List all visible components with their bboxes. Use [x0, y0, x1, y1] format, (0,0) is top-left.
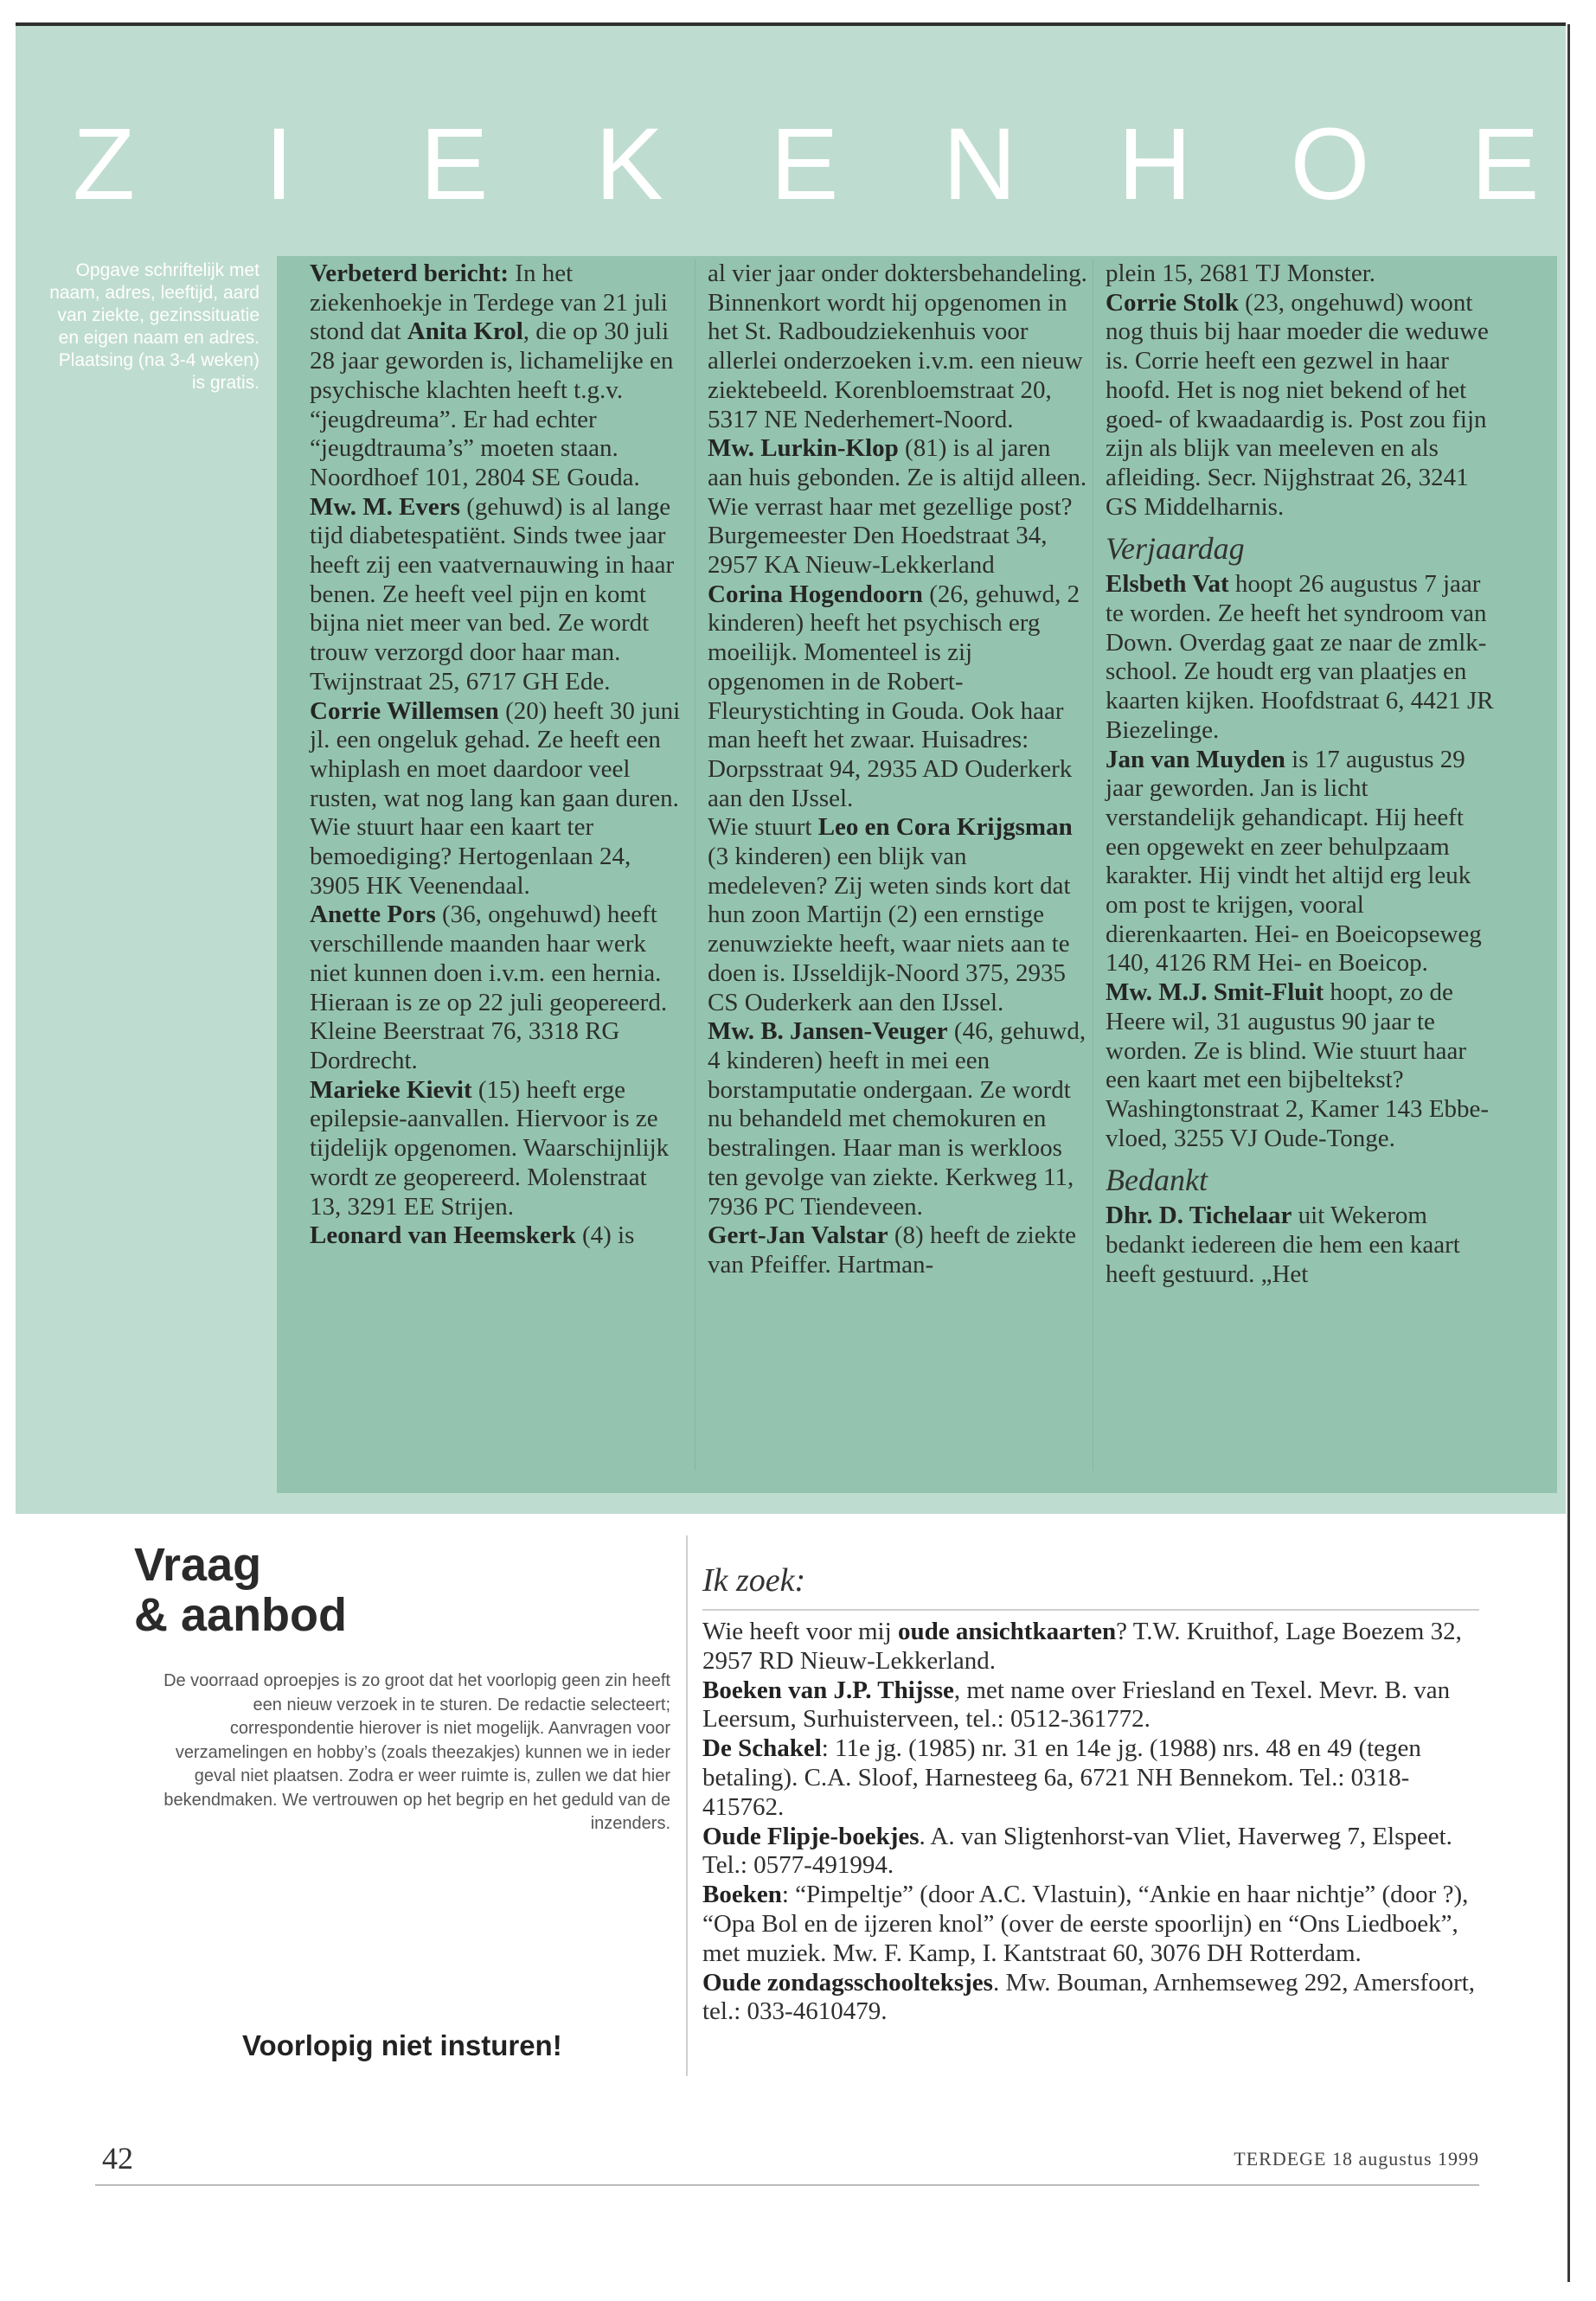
heading-verjaardag: Verjaardag [1106, 531, 1245, 567]
title-letter: E [770, 107, 839, 221]
announcement-name: Anita Krol [407, 317, 523, 346]
announcement-name: Corina Hogendoorn [708, 580, 923, 608]
title-letter: N [942, 107, 1017, 221]
ikzoek-subject: oude ansichtkaarten [897, 1618, 1117, 1645]
ikzoek-item [702, 1881, 1479, 1968]
announcement-text: (20) heeft 30 juni jl. een ongeluk gehad. Ze heeft een whiplash en moet daardoor veel rusten, wat nog lang kan gaan duren. Wie stuurt haar een kaart ter bemoediging? Hertogenlaan 24, 3905 HK Veenendaal. [310, 696, 681, 900]
announcement [1106, 570, 1495, 745]
ikzoek-text: . Mw. Bouman, Arnhemseweg 292, Amersfoort, tel.: 033-4610479. [702, 1968, 1476, 2026]
announcement-name: Mw. M.J. Smit-Fluit [1106, 978, 1324, 1007]
announcement-text: (26, gehuwd, 2 kinderen) heeft het psychisch erg moeilijk. Momenteel is zij opgenomen in de Robert-Fleurystichting in Gouda. Ook haar man heeft het zwaar. Huisadres: Dorpsstraat 94, 2935 AD Ouderkerk aan den IJssel. [708, 580, 1080, 812]
announcement-text: (8) heeft de ziekte van Pfeiffer. Hartman- [708, 1221, 1076, 1279]
announcement-name: Dhr. D. Tichelaar [1106, 1202, 1292, 1230]
announcement-name: Leonard van Heemskerk [310, 1221, 576, 1250]
ikzoek-subject: De Schakel [702, 1734, 822, 1763]
announcement-name: Jan van Muyden [1106, 745, 1285, 773]
announcement-text: (gehuwd) is al lange tijd diabetespatiënt. Sinds twee jaar heeft zij een vaatvernauwing in haar benen. Ze heeft veel pijn en komt bijna niet meer van bed. Ze wordt trouw verzorgd door haar man. Twijnstraat 25, 6717 GH Ede. [310, 492, 675, 695]
announcement-text: is 17 augustus 29 jaar geworden. Jan is licht verstandelijk gehandicapt. Hij heeft een opgewekt en zeer behulpzaam karakter. Hij vindt het altijd erg leuk om post te krijgen, vooral dierenkaarten. Hei- en Boeicopseweg 140, 4126 RM Hei- en Boeicop. [1106, 745, 1482, 977]
title-letter: I [265, 107, 293, 221]
ikzoek-subject: Boeken van J.P. Thijsse [702, 1676, 954, 1704]
announcement-text: , die op 30 juli 28 jaar geworden is, lichamelijke en psychische klachten heeft t.g.v. “jeugdreuma”. Er had echter “jeugdtrauma’s” moeten staan. Noordhoef 101, 2804 SE Gouda. [310, 317, 674, 491]
announcement [708, 1017, 1088, 1221]
ikzoek-text: , met name over Friesland en Texel. Mevr. B. van Leersum, Surhuisterveen, tel.: 0512-361772. [702, 1676, 1451, 1734]
top-rule [16, 22, 1566, 26]
page-number: 42 [102, 2141, 133, 2176]
announcement-text: (3 kinderen) een blijk van medeleven? Zij weten sinds kort dat hun zoon Martijn (2) een ernstige zenuwziekte heeft, waar niets aan te doen is. IJsseldijk-Noord 375, 2935 CS Ouderkerk aan den IJssel. [708, 843, 1071, 1016]
announcement-name: Mw. M. Evers [310, 492, 460, 521]
footer-rule [95, 2184, 1479, 2186]
announcement-text: (36, ongehuwd) heeft verschillende maanden haar werk niet kunnen doen i.v.m. een hernia. Hieraan is ze op 22 juli geopereerd. Kleine Beerstraat 76, 3318 RG Dordrecht. [310, 901, 668, 1074]
announcement-name: Mw. Lurkin-Klop [708, 434, 899, 463]
announcement [1106, 260, 1495, 289]
announcement-text: (81) is al jaren aan huis gebonden. Ze is altijd alleen. Wie verrast haar met gezellige post? Burgemeester Den Hoedstraat 34, 2957 KA Nieuw-Lekkerland [708, 434, 1087, 580]
announcement [310, 697, 682, 901]
announcement-name: Verbeterd bericht: [310, 260, 510, 287]
announcement-name: Gert-Jan Valstar [708, 1221, 888, 1250]
ikzoek-item [702, 1676, 1479, 1735]
announcement-text: Wie stuurt [708, 813, 818, 842]
vraag-aanbod-title [134, 1540, 497, 1640]
announcement-name: Corrie Willemsen [310, 696, 499, 725]
announcement-text: hoopt 26 augustus 7 jaar te worden. Ze heeft het syndroom van Down. Overdag gaat ze naar de zmlk-school. Ze houdt erg van plaatjes en kaarten kijken. Hoofdstraat 6, 4421 JR Biezelinge. [1106, 570, 1494, 744]
publication-info: TERDEGE 18 augustus 1999 [1234, 2148, 1479, 2170]
announcement-text: hoopt, zo de Heere wil, 31 augustus 90 jaar te worden. Ze is blind. Wie stuurt haar een kaart met een bijbeltekst? Washingtonstraat 2, Kamer 143 Ebbe-vloed, 3255 VJ Oude-Tonge. [1106, 978, 1490, 1152]
ikzoek-subject: Oude Flipje-boekjes [702, 1822, 920, 1850]
announcement-name: Elsbeth Vat [1106, 570, 1229, 599]
announcement [310, 493, 682, 697]
announcement [1106, 289, 1495, 522]
announcement [708, 580, 1088, 814]
announcement [310, 1076, 682, 1222]
announcement [310, 1221, 682, 1251]
announcement-name: Leo en Cora Krijgsman [817, 813, 1073, 842]
announcement [1106, 1202, 1495, 1289]
ikzoek-text: Wie heeft voor mij [702, 1618, 898, 1645]
ikzoek-text: ? T.W. Kruithof, Lage Boezem 32, 2957 RD Nieuw-Lekkerland. [702, 1618, 1462, 1675]
vraag-aanbod-body: De voorraad oproepjes is zo groot dat het voorlopig geen zin heeft een nieuw verzoek in te sturen. De redactie selecteert; correspondentie hierover is niet mogelijk. Aanvragen voor verzamelingen en hobby’s (zoals theezakjes) kunnen we in ieder geval niet plaatsen. Zodra er weer ruimte is, zullen we dat hier bekendmaken. We vertrouwen op het begrip en het geduld van de inzenders. [163, 1671, 670, 1833]
ikzoek-title: Ik zoek: [702, 1562, 806, 1599]
announcement-name: Corrie Stolk [1106, 288, 1239, 317]
column-2 [708, 260, 1088, 1280]
ikzoek-item [702, 1823, 1479, 1881]
announcement [708, 434, 1088, 580]
announcement-text: (46, gehuwd, 4 kinderen) heeft in mei een borstamputatie ondergaan. Ze wordt nu behandeld met chemokuren en bestralingen. Haar man is werkloos ten gevolge van ziekte. Kerkweg 11, 7936 PC Tiendeveen. [708, 1017, 1086, 1221]
announcement-text: In het ziekenhoekje in Terdege van 21 juli stond dat [310, 260, 668, 346]
announcement [1106, 746, 1495, 979]
announcement [708, 813, 1088, 1017]
announcement [310, 260, 682, 493]
column-3 [1106, 260, 1495, 1290]
vraag-title-line: & aanbod [134, 1589, 348, 1641]
announcement-text: uit Wekerom bedankt iedereen die hem een kaart heeft gestuurd. „Het [1106, 1202, 1460, 1288]
announcement [708, 260, 1088, 434]
ikzoek-item [702, 1734, 1479, 1822]
ikzoek-text: : “Pimpeltje” (door A.C. Vlastuin), “Ankie en haar nichtje” (door ?), “Opa Bol en de ijzeren knol” (over de eerste spoorlijn) en “Ons Liedboek”, met muziek. Mw. F. Kamp, I. Kantstraat 60, 3076 DH Rotterdam. [702, 1881, 1469, 1967]
announcement-text: (15) heeft erge epilepsie-aanvallen. Hiervoor is ze tijdelijk opgenomen. Waarschijnlijk wordt ze geopereerd. Molenstraat 13, 3291 EE Strijen. [310, 1075, 670, 1221]
ikzoek-text: . A. van Sligtenhorst-van Vliet, Haverweg 7, Elspeet. Tel.: 0577-491994. [702, 1822, 1452, 1880]
ikzoek-text: : 11e jg. (1985) nr. 31 en 14e jg. (1988) nrs. 48 en 49 (tegen betaling). C.A. Sloof, Harnesteeg 6a, 6721 NH Bennekom. Tel.: 0318-415762. [702, 1734, 1421, 1821]
announcement [708, 1221, 1088, 1279]
ikzoek-subject: Boeken [702, 1881, 782, 1909]
announcement-text: al vier jaar onder doktersbehandeling. Binnenkort wordt hij opgenomen in het St. Radboudziekenhuis voor allerlei onderzoeken i.v.m. een nieuw ziektebeeld. Korenbloemstraat 20, 5317 NE Nederhemert-Noord. [708, 260, 1087, 433]
ikzoek-item [702, 1969, 1479, 2028]
announcement-name: Marieke Kievit [310, 1075, 472, 1104]
announcement [310, 901, 682, 1075]
heading-bedankt: Bedankt [1106, 1163, 1208, 1198]
ikzoek-list [702, 1618, 1479, 2027]
title-letter: O [1290, 107, 1370, 221]
announcement [1106, 978, 1495, 1153]
announcement-name: Mw. B. Jansen-Veuger [708, 1017, 948, 1046]
column-1 [310, 260, 682, 1251]
right-edge-rule [1567, 24, 1570, 2282]
section-divider [686, 1535, 688, 2076]
section-title [52, 104, 1557, 225]
submission-instructions: Opgave schriftelijk met naam, adres, leeftijd, aard van ziekte, gezinssituatie en eigen naam en adres. Plaatsing (na 3-4 weken) is gratis. [49, 260, 260, 393]
ikzoek-rule [702, 1609, 1479, 1611]
announcement-text: (23, ongehuwd) woont nog thuis bij haar moeder die weduwe is. Corrie heeft een gezwel in haar hoofd. Het is nog niet bekend of het goed- of kwaadaardig is. Post zou fijn zijn als blijk van meeleven en als afleiding. Secr. Nijghstraat 26, 3241 GS Middelharnis. [1106, 288, 1489, 521]
title-letter: E [1471, 107, 1540, 221]
ikzoek-subject: Oude zondagsschoolteksjes [702, 1968, 993, 1997]
announcement-name: Anette Pors [310, 901, 436, 929]
vraag-title-line: Vraag [134, 1539, 262, 1591]
announcement-text: plein 15, 2681 TJ Monster. [1106, 260, 1376, 287]
vraag-notice: Voorlopig niet insturen! [242, 2029, 562, 2061]
announcement-text: (4) is [575, 1221, 635, 1250]
title-letter: E [420, 107, 489, 221]
title-letter: H [1118, 107, 1192, 221]
title-letter: Z [72, 107, 136, 221]
title-letter: K [595, 107, 663, 221]
ikzoek-item [702, 1618, 1479, 1676]
